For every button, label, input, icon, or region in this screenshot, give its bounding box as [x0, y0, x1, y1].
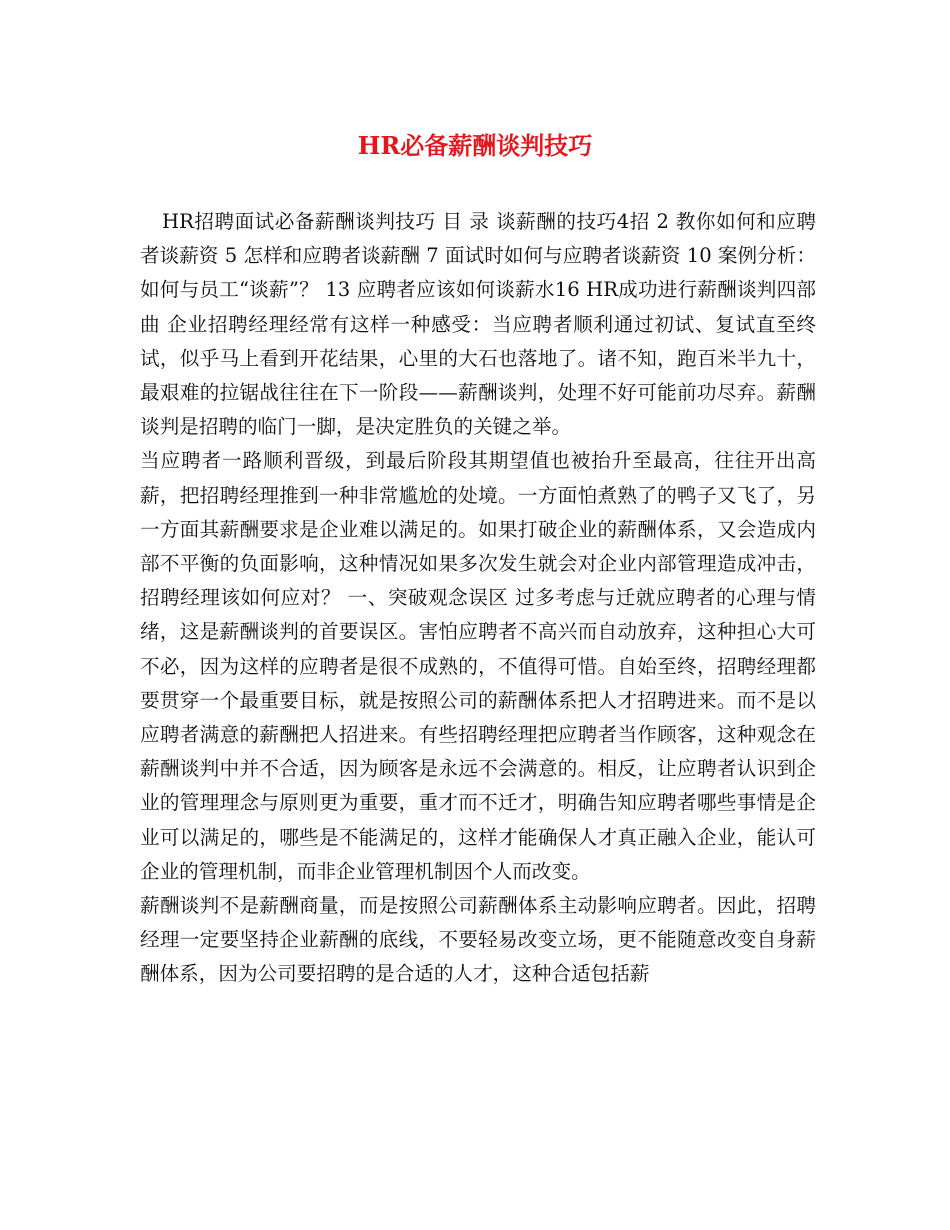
paragraph-negotiation-bottom-line: 薪酬谈判不是薪酬商量，而是按照公司薪酬体系主动影响应聘者。因此，招聘经理一定要坚持企业薪酬的底线，不要轻易改变立场，更不能随意改变自身薪酬体系，因为公司要招聘的是合适的人才，这种合适包括薪 — [140, 894, 816, 986]
document-body — [140, 205, 816, 992]
paragraph-intro: HR招聘面试必备薪酬谈判技巧 目 录 谈薪酬的技巧4招 2 教你如何和应聘者谈薪资 5 怎样和应聘者谈薪酬 7 面试时如何与应聘者谈薪资 10 案例分析：如何与员工“谈薪”？ 13 应聘者应该如何谈薪水16 HR成功进行薪酬谈判四部曲 企业招聘经理经常有这样一种感受：当应聘者顺利通过初试、复试直至终试，似乎马上看到开花结果，心里的大石也落地了。诸不知，跑百米半九十，最艰难的拉锯战往往在下一阶段——薪酬谈判，处理不好可能前功尽弃。薪酬谈判是招聘的临门一脚，是决定胜负的关键之举。 — [140, 210, 816, 439]
document-title: HR必备薪酬谈判技巧 — [357, 131, 593, 160]
paragraph-salary-expectations: 当应聘者一路顺利晋级，到最后阶段其期望值也被抬升至最高，往往开出高薪，把招聘经理推到一种非常尴尬的处境。一方面怕煮熟了的鸭子又飞了，另一方面其薪酬要求是企业难以满足的。如果打破企业的薪酬体系，又会造成内部不平衡的负面影响，这种情况如果多次发生就会对企业内部管理造成冲击，招聘经理该如何应对？ 一、突破观念误区 过多考虑与迁就应聘者的心理与情绪，这是薪酬谈判的首要误区。害怕应聘者不高兴而自动放弃，这种担心大可不必，因为这样的应聘者是很不成熟的，不值得可惜。自始至终，招聘经理都要贯穿一个最重要目标，就是按照公司的薪酬体系把人才招聘进来。而不是以应聘者满意的薪酬把人招进来。有些招聘经理把应聘者当作顾客，这种观念在薪酬谈判中并不合适，因为顾客是永远不会满意的。相反，让应聘者认识到企业的管理理念与原则更为重要，重才而不迁才，明确告知应聘者哪些事情是企业可以满足的，哪些是不能满足的，这样才能确保人才真正融入企业，能认可企业的管理机制，而非企业管理机制因个人而改变。 — [140, 449, 816, 883]
